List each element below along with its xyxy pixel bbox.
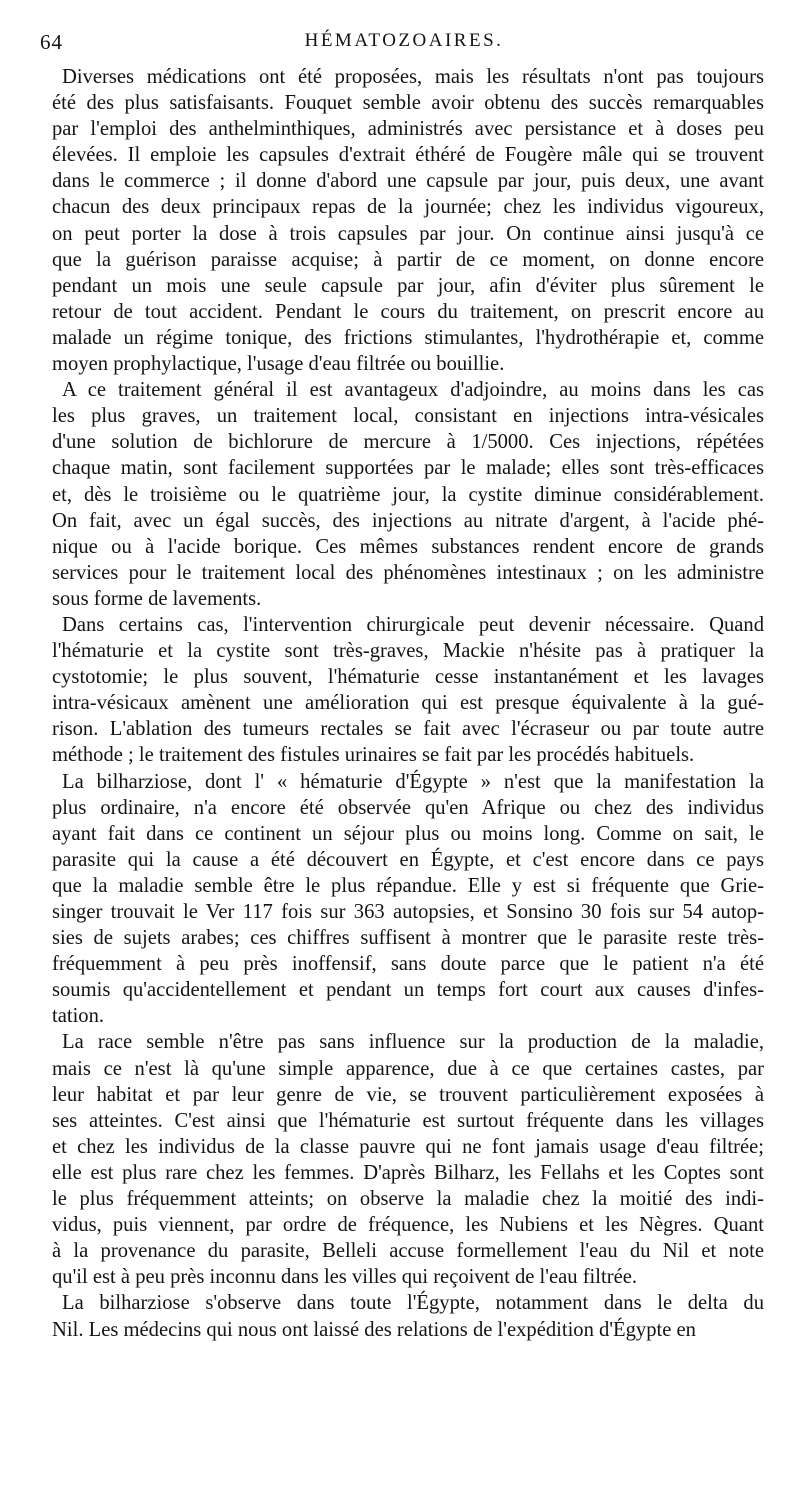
text-line: que la maladie semble être le plus répandue. Elle y est si fréquente que Grie- [52, 874, 764, 897]
text-line: dans le commerce ; il donne d'abord une capsule par jour, puis deux, une avant [52, 170, 764, 193]
text-line: services pour le traitement local des phénomènes intestinaux ; on les administre [52, 561, 764, 584]
text-line: qu'il est à peu près inconnu dans les villes qui reçoivent de l'eau filtrée. [52, 1266, 638, 1289]
text-line: moyen prophylactique, l'usage d'eau filtrée ou bouillie. [52, 353, 505, 376]
page-number: 64 [40, 30, 63, 54]
text-line: que la guérison paraisse acquise; à partir de ce moment, on donne encore [52, 248, 764, 271]
paragraph [52, 612, 764, 769]
text-line: et chez les individus de la classe pauvre qui ne font jamais usage d'eau filtrée; [52, 1135, 764, 1158]
text-line: rison. L'ablation des tumeurs rectales se fait avec l'écraseur ou par toute autre [52, 718, 764, 741]
text-line: A ce traitement général il est avantageux d'adjoindre, au moins dans les cas [62, 379, 764, 402]
text-line: les plus graves, un traitement local, consistant en injections intra-vésicales [52, 405, 764, 428]
text-line: On fait, avec un égal succès, des injections au nitrate d'argent, à l'acide phé- [52, 509, 764, 532]
text-line: singer trouvait le Ver 117 fois sur 363 autopsies, et Sonsino 30 fois sur 54 autop- [52, 901, 764, 923]
text-line: par l'emploi des anthelminthiques, administrés avec persistance et à doses peu [52, 118, 764, 141]
paragraph [52, 769, 764, 1030]
text-line: et, dès le troisième ou le quatrième jour, la cystite diminue considérablement. [52, 483, 764, 506]
text-line: Dans certains cas, l'intervention chirurgicale peut devenir nécessaire. Quand [62, 613, 764, 636]
text-line: ses atteintes. C'est ainsi que l'hématurie est surtout fréquente dans les villages [52, 1109, 764, 1132]
running-title: HÉMATOZOAIRES. [304, 30, 504, 51]
text-line: parasite qui la cause a été découvert en Égypte, et c'est encore dans ce pays [52, 848, 764, 871]
text-line: élevées. Il emploie les capsules d'extrait éthéré de Fougère mâle qui se trouvent [52, 144, 764, 167]
text-line: vidus, puis viennent, par ordre de fréquence, les Nubiens et les Nègres. Quant [52, 1214, 764, 1237]
text-line: pendant un mois une seule capsule par jour, afin d'éviter plus sûrement le [52, 274, 764, 297]
text-line: La bilharziose s'observe dans toute l'Égypte, notamment dans le delta du [62, 1292, 764, 1315]
text-line: cystotomie; le plus souvent, l'hématurie cesse instantanément et les lavages [52, 666, 764, 689]
text-line: La race semble n'être pas sans influence sur la production de la maladie, [62, 1031, 764, 1054]
text-line: Diverses médications ont été proposées, mais les résultats n'ont pas toujours [62, 66, 764, 88]
text-line: l'hématurie et la cystite sont très-graves, Mackie n'hésite pas à pratiquer la [52, 640, 764, 663]
text-line: soumis qu'accidentellement et pendant un temps fort court aux causes d'infes- [52, 979, 764, 1002]
text-line: été des plus satisfaisants. Fouquet semble avoir obtenu des succès remarquables [52, 92, 764, 115]
text-line: chaque matin, sont facilement supportées par le malade; elles sont très-efficaces [52, 457, 764, 480]
text-line: Nil. Les médecins qui nous ont laissé des relations de l'expédition d'Égypte en [52, 1318, 696, 1341]
paragraph [52, 64, 764, 377]
text-line: plus ordinaire, n'a encore été observée qu'en Afrique ou chez des individus [52, 796, 764, 819]
paragraph [52, 377, 764, 612]
text-line: d'une solution de bichlorure de mercure à 1/5000. Ces injections, répétées [52, 431, 764, 454]
text-line: nique ou à l'acide borique. Ces mêmes substances rendent encore de grands [52, 535, 764, 558]
text-line: fréquemment à peu près inoffensif, sans doute parce que le patient n'a été [52, 953, 764, 976]
text-line: elle est plus rare chez les femmes. D'après Bilharz, les Fellahs et les Coptes sont [52, 1161, 764, 1184]
text-line: à la provenance du parasite, Belleli accuse formellement l'eau du Nil et note [52, 1240, 764, 1263]
text-line: intra-vésicaux amènent une amélioration qui est presque équivalente à la gué- [52, 692, 764, 715]
page-header [40, 30, 768, 56]
paragraph [52, 1290, 764, 1342]
text-line: La bilharziose, dont l' « hématurie d'Égypte » n'est que la manifestation la [62, 770, 764, 793]
text-line: méthode ; le traitement des fistules urinaires se fait par les procédés habituels. [52, 744, 695, 767]
text-line: retour de tout accident. Pendant le cours du traitement, on prescrit encore au [52, 300, 764, 323]
text-line: ayant fait dans ce continent un séjour plus ou moins long. Comme on sait, le [52, 822, 764, 845]
text-line: sies de sujets arabes; ces chiffres suffisent à montrer que le parasite reste très- [52, 927, 764, 950]
paragraph [52, 1029, 764, 1290]
text-line: tation. [52, 1005, 105, 1028]
text-line: malade un régime tonique, des frictions stimulantes, l'hydrothérapie et, comme [52, 326, 764, 349]
text-line: mais ce n'est là qu'une simple apparence, due à ce que certaines castes, par [52, 1057, 764, 1080]
text-line: sous forme de lavements. [52, 587, 262, 610]
text-line: leur habitat et par leur genre de vie, se trouvent particulièrement exposées à [52, 1083, 764, 1106]
text-line: le plus fréquemment atteints; on observe la maladie chez la moitié des indi- [52, 1188, 764, 1211]
text-line: chacun des deux principaux repas de la journée; chez les individus vigoureux, [52, 196, 764, 219]
body-text [52, 64, 764, 1343]
text-line: on peut porter la dose à trois capsules par jour. On continue ainsi jusqu'à ce [52, 222, 764, 245]
